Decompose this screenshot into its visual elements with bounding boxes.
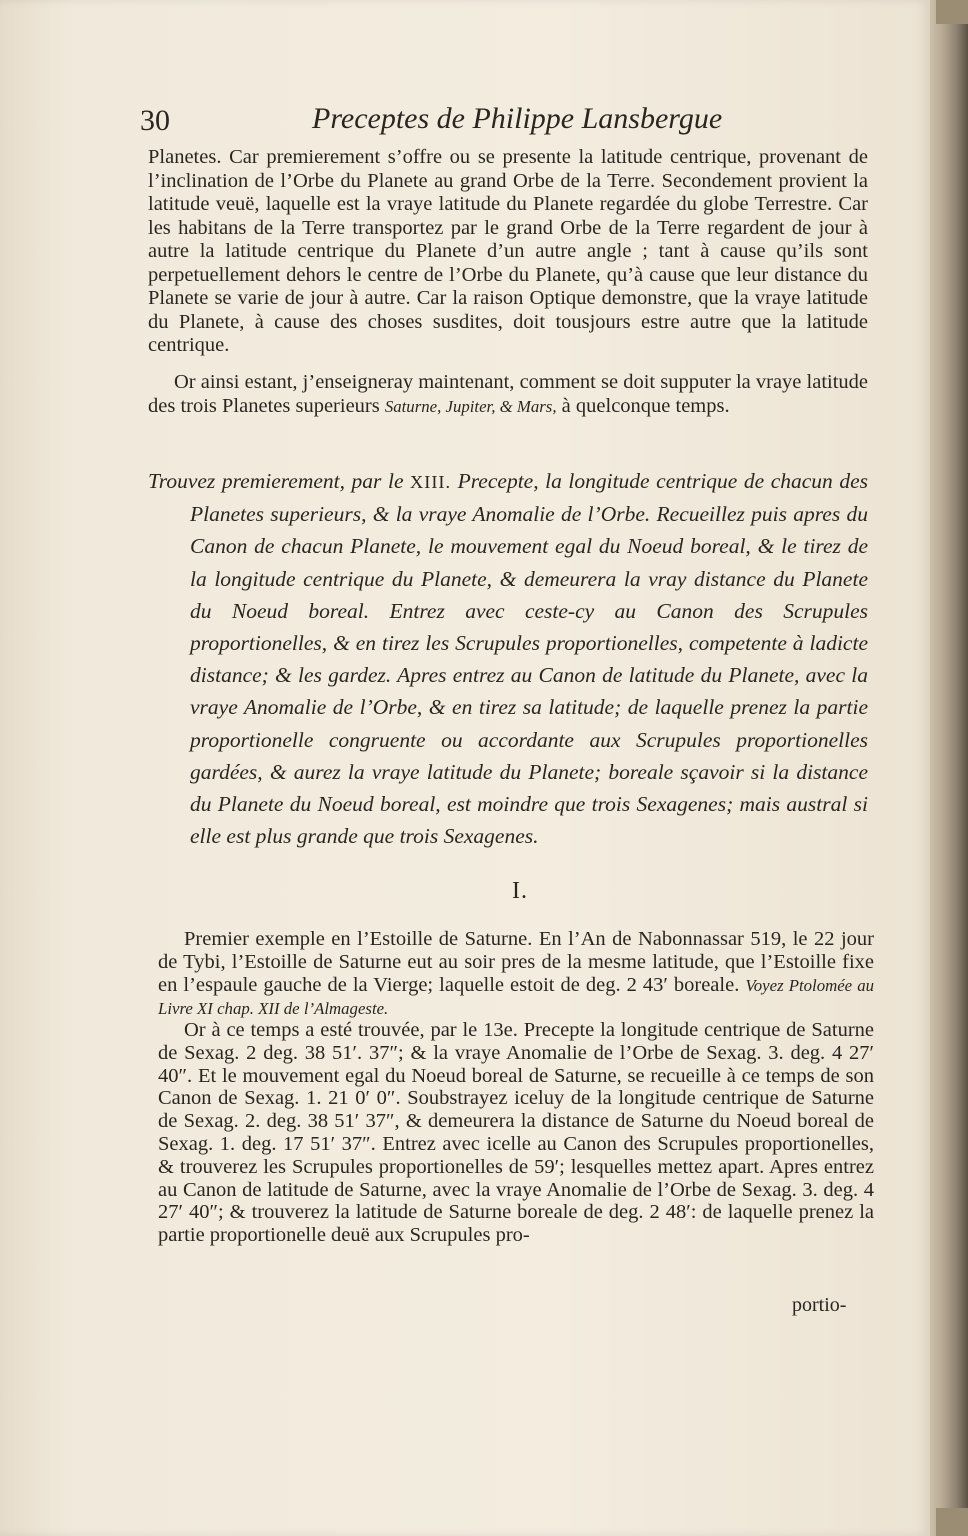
paragraph-intro: Planetes. Car premierement s’offre ou se presente la latitude centrique, provenant de l’inclination de l’Orbe du Planete au grand Orbe de la Terre. Secondement provient la latitude veuë, laquelle est la vraye latitude du Planete regardée du globe Terrestre. Car les habitans de la Terre transportez par le grand Orbe de la Terre regardent de jour à autre la latitude centrique du Planete d’un autre angle ; tant à cause qu’ils sont perpetuellement dehors le centre de l’Orbe du Planete, qu’à cause que leur distance du Planete se varie de jour à autre. Car la raison Optique demonstre, que la vraye latitude du Planete, à cause des choses susdites, doit tousjours estre autre que la latitude centrique. [148, 146, 868, 356]
example-reference: Voyez Ptolomée au Livre XI chap. XII de l’Almageste. [158, 975, 875, 1019]
page-number: 30 [140, 104, 170, 137]
rule-text-a: Trouvez premierement, par le [148, 469, 404, 493]
page-edge [930, 0, 968, 1536]
binding-tab-top [936, 0, 968, 24]
running-head: Preceptes de Philippe Lansbergue [312, 102, 723, 135]
example-text: Premier exemple en l’Estoille de Saturne. En l’An de Nabonnassar 519, le 22 jour de Tybi, l’Estoille de Saturne eut au soir pres de la mesme latitude, que l’Estoille fixe en l’espaule gauche de la Vierge; laquelle estoit de deg. 2 43′ boreale. [158, 928, 874, 996]
paragraph-example [158, 928, 874, 1021]
precept-rule [148, 465, 868, 852]
paragraph-statement [148, 371, 868, 418]
statement-text: Or ainsi estant, j’enseigneray maintenant, comment se doit supputer la vraye latitude des trois Planetes superieurs [148, 371, 868, 417]
page-header [140, 100, 860, 144]
statement-tail: à quelconque temps. [561, 394, 730, 417]
binding-tab-bottom [936, 1508, 968, 1536]
rule-text-b: Precepte, la longitude centrique de chacun des Planetes superieurs, & la vraye Anomalie de l’Orbe. Recueillez puis apres du Canon de chacun Planete, le mouvement egal du Noeud boreal, & le tirez de la longitude centrique du Planete, & demeurera la vray distance du Planete du Noeud boreal. Entrez avec ceste-cy au Canon des Scrupules proportionelles, & en tirez les Scrupules proportionelles, competente à ladicte distance; & les gardez. Apres entrez au Canon de latitude du Planete, avec la vraye Anomalie de l’Orbe, & en tirez sa latitude; de laquelle prenez la partie proportionelle congruente ou accordante aux Scrupules proportionelles gardées, & aurez la vraye latitude du Planete; boreale sçavoir si la distance du Planete du Noeud boreal, est moindre que trois Sexagenes; mais austral si elle est plus grande que trois Sexagenes. [190, 469, 869, 849]
section-number: I. [512, 878, 528, 904]
planet-names: Saturne, Jupiter, & Mars, [384, 396, 557, 416]
catchword: portio- [792, 1294, 847, 1316]
paragraph-computation: Or à ce temps a esté trouvée, par le 13e. Precepte la longitude centrique de Saturne de Sexag. 2 deg. 38 51′. 37″; & la vraye Anomalie de l’Orbe de Sexag. 3. deg. 4 27′ 40″. Et le mouvement egal du Noeud boreal de Saturne, se recueille à ce temps de son Canon de Sexag. 1. 21 0′ 0″. Soubstrayez iceluy de la longitude centrique de Saturne de Sexag. 2. deg. 38 51′ 37″, & demeurera la distance de Saturne du Noeud boreal de Sexag. 1. deg. 17 51′ 37″. Entrez avec icelle au Canon des Scrupules proportionelles, & trouverez les Scrupules proportionelles de 59′; lesquelles mettez apart. Apres entrez au Canon de latitude de Saturne, avec la vraye Anomalie de l’Orbe de Sexag. 3. deg. 4 27′ 40″; & trouverez la latitude de Saturne boreale de deg. 2 48′: de laquelle prenez la partie proportionelle deuë aux Scrupules pro- [158, 1019, 874, 1247]
rule-numeral: XIII. [410, 472, 452, 492]
